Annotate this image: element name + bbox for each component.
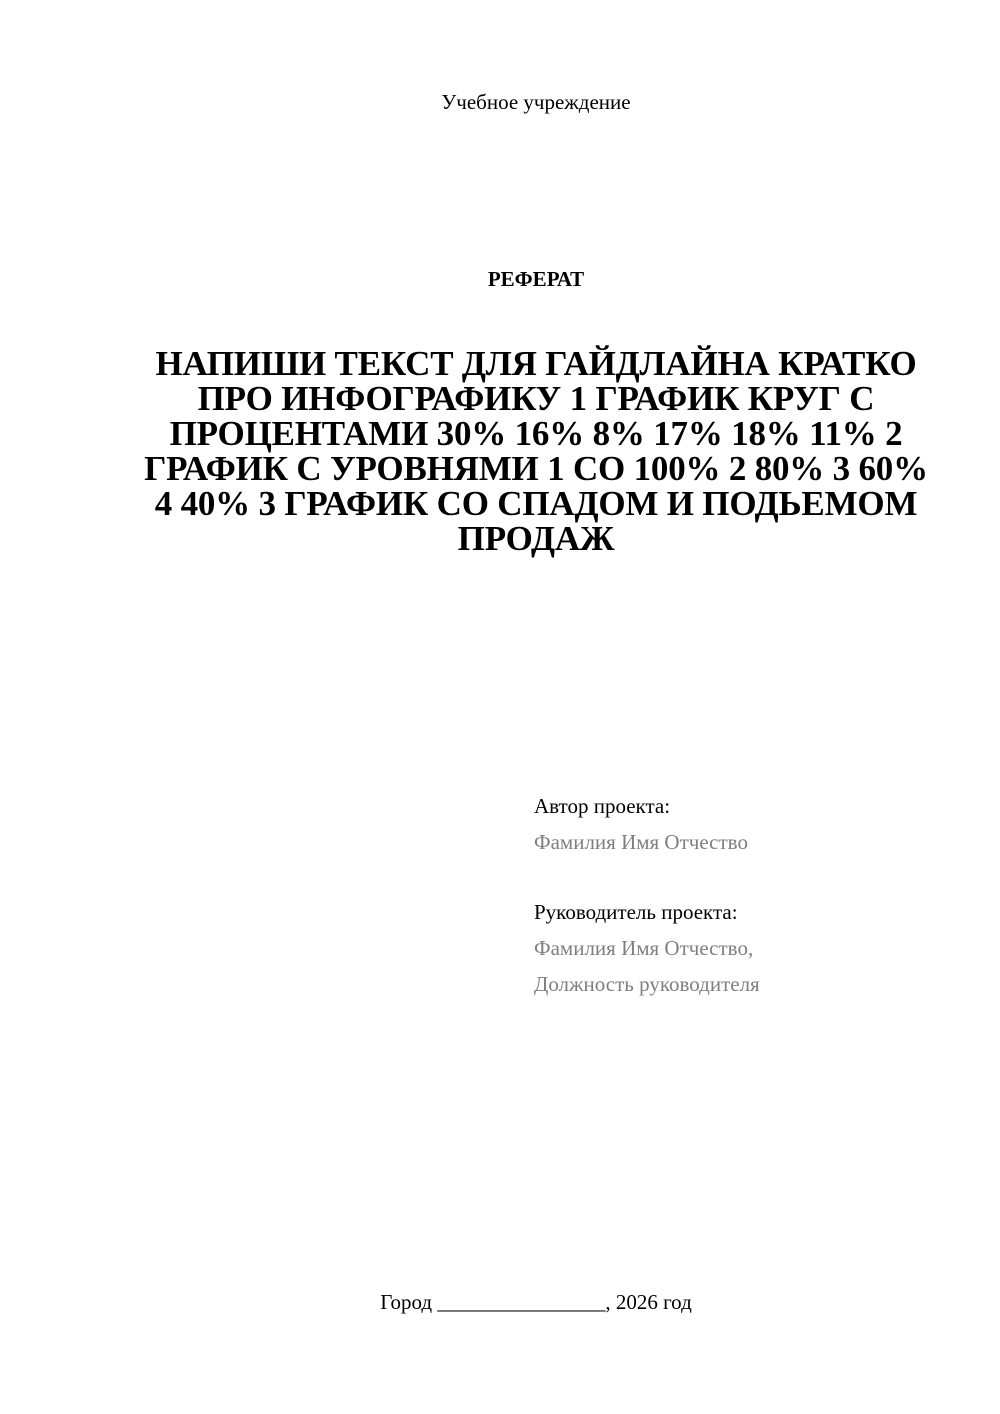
- document-type: РЕФЕРАТ: [487, 267, 585, 291]
- city-year-line: Город ________________, 2026 год: [380, 1290, 692, 1314]
- supervisor-name: Фамилия Имя Отчество,: [534, 936, 754, 960]
- authors-block: [534, 788, 954, 1002]
- authors-spacer: [534, 860, 954, 894]
- author-label: Автор проекта:: [534, 794, 671, 818]
- author-name: Фамилия Имя Отчество: [534, 830, 748, 854]
- document-title: НАПИШИ ТЕКСТ ДЛЯ ГАЙДЛАЙНА КРАТКО ПРО ИНФОГРАФИКУ 1 ГРАФИК КРУГ С ПРОЦЕНТАМИ 30% 16% 8% 17% 18% 11% 2 ГРАФИК С УРОВНЯМИ 1 СО 100% 2 80% 3 60% 4 40% 3 ГРАФИК СО СПАДОМ И ПОДЬЕМОМ ПРОДАЖ: [144, 344, 928, 558]
- supervisor-position: Должность руководителя: [534, 972, 760, 996]
- institution-name: Учебное учреждение: [441, 90, 631, 114]
- supervisor-label: Руководитель проекта:: [534, 900, 738, 924]
